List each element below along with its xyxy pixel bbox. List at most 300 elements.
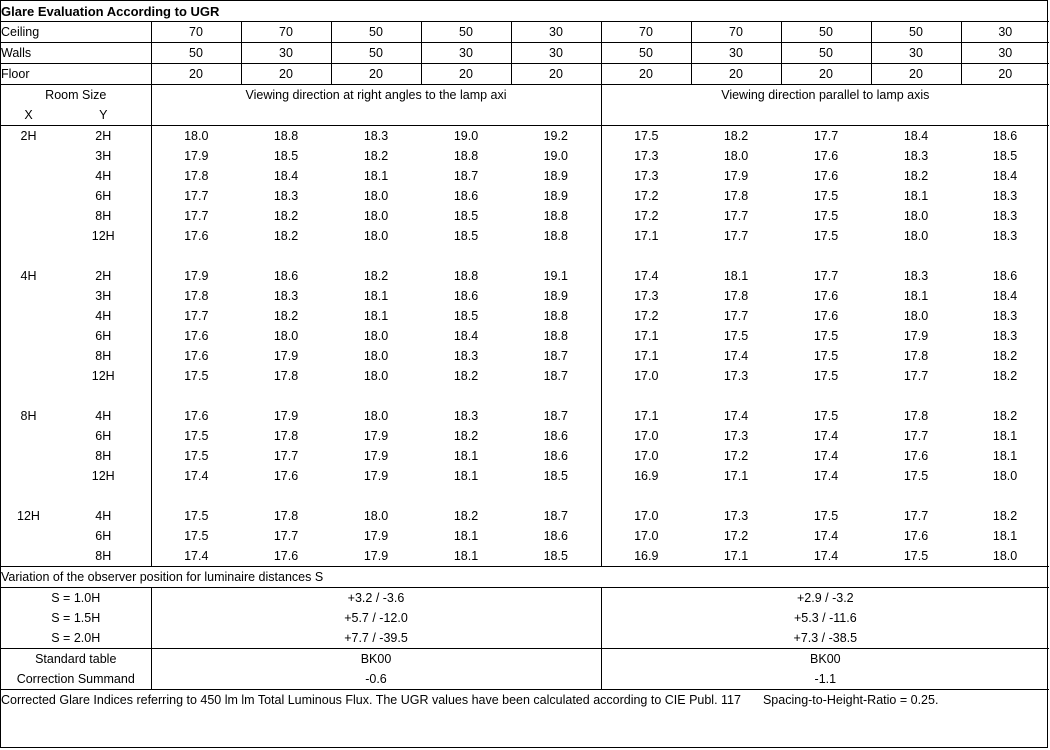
ugr-value: 17.9	[331, 546, 421, 567]
ugr-value: 18.8	[511, 206, 601, 226]
room-size-header: Room Size	[1, 85, 151, 106]
footer-ratio: Spacing-to-Height-Ratio = 0.25.	[762, 693, 939, 707]
ugr-value: 17.6	[241, 546, 331, 567]
ugr-value: 18.1	[421, 546, 511, 567]
variation-label: S = 1.0H	[1, 588, 151, 609]
y-value: 12H	[56, 366, 151, 386]
ugr-value: 17.6	[903, 529, 929, 543]
ugr-value: 17.6	[813, 289, 839, 303]
gap-cell	[601, 386, 1049, 406]
ugr-value: 17.4	[723, 349, 749, 363]
ugr-value: 17.5	[813, 509, 839, 523]
variation-row	[1, 608, 1049, 628]
ugr-value: 17.9	[184, 149, 209, 163]
y-value: 6H	[56, 326, 151, 346]
standard-table-row	[1, 649, 1049, 670]
ugr-value: 17.5	[813, 209, 839, 223]
ceiling-value: 50	[871, 22, 961, 43]
floor-value: 20	[511, 64, 601, 85]
ugr-value: 17.0	[634, 529, 659, 543]
page-title: Glare Evaluation According to UGR	[1, 1, 1049, 22]
data-row	[1, 366, 1049, 386]
ugr-value: 18.3	[992, 309, 1018, 323]
y-value: 2H	[56, 266, 151, 286]
ugr-value: 18.0	[363, 409, 389, 423]
ugr-value: 17.3	[723, 509, 749, 523]
direction-parallel-header: Viewing direction parallel to lamp axis	[721, 88, 930, 102]
ugr-value: 17.6	[273, 469, 299, 483]
ugr-value: 17.1	[634, 329, 659, 343]
ugr-value: 18.2	[453, 509, 479, 523]
data-row	[1, 426, 1049, 446]
ugr-value: 18.6	[992, 269, 1018, 283]
ceiling-value: 70	[151, 22, 241, 43]
ugr-value: 17.7	[184, 309, 209, 323]
ugr-value: 17.6	[184, 409, 209, 423]
ugr-value: 18.6	[992, 129, 1018, 143]
ugr-value: 17.2	[634, 209, 659, 223]
footer-row	[1, 690, 1049, 711]
variation-title-row	[1, 567, 1049, 588]
ugr-value: 18.6	[511, 426, 601, 446]
ugr-value: 17.4	[813, 449, 839, 463]
ugr-value: 18.0	[723, 149, 749, 163]
walls-value: 30	[691, 43, 781, 64]
ugr-value: 17.5	[813, 409, 839, 423]
ugr-value: 17.5	[813, 329, 839, 343]
row-label-ceiling: Ceiling	[1, 22, 151, 43]
ugr-value: 18.1	[363, 289, 389, 303]
ugr-value: 17.9	[903, 329, 929, 343]
ugr-value: 18.0	[903, 229, 929, 243]
y-header: Y	[56, 105, 151, 126]
ugr-value: 17.3	[634, 149, 659, 163]
ugr-value: 18.0	[363, 349, 389, 363]
group-gap	[1, 486, 1049, 506]
ugr-value: 17.5	[184, 529, 209, 543]
gap-cell	[1, 386, 56, 406]
data-row	[1, 346, 1049, 366]
x-value	[1, 206, 56, 226]
ugr-value: 17.6	[813, 149, 839, 163]
ugr-value: 17.0	[634, 429, 659, 443]
ugr-value: 17.7	[903, 429, 929, 443]
ugr-value: 18.0	[363, 229, 389, 243]
ugr-value: 17.9	[363, 469, 389, 483]
reflectance-row-walls	[1, 43, 1049, 64]
x-value	[1, 366, 56, 386]
y-value: 12H	[56, 466, 151, 486]
gap-cell	[601, 246, 1049, 266]
ugr-value: 17.9	[273, 349, 299, 363]
ugr-value: 17.3	[723, 369, 749, 383]
ugr-value: 17.6	[903, 449, 929, 463]
y-value: 4H	[56, 406, 151, 426]
floor-value: 20	[601, 64, 691, 85]
ugr-value: 18.2	[363, 149, 389, 163]
variation-parallel: +5.3 / -11.6	[793, 611, 857, 625]
ugr-value: 18.0	[273, 329, 299, 343]
ugr-value: 17.1	[723, 469, 749, 483]
ugr-value: 17.7	[273, 449, 299, 463]
footer-note	[1, 690, 1049, 711]
ugr-value: 17.5	[634, 129, 659, 143]
variation-parallel: +2.9 / -3.2	[797, 591, 854, 605]
ugr-value: 17.1	[634, 229, 659, 243]
ugr-value: 18.2	[723, 129, 749, 143]
ugr-value: 18.0	[961, 546, 1049, 567]
floor-value: 20	[421, 64, 511, 85]
ugr-value: 17.8	[184, 289, 209, 303]
ugr-value: 18.3	[273, 189, 299, 203]
ugr-value: 17.3	[723, 429, 749, 443]
ugr-value: 18.4	[453, 329, 479, 343]
ugr-value: 17.4	[634, 269, 659, 283]
ugr-value: 17.5	[813, 349, 839, 363]
x-value	[1, 426, 56, 446]
ugr-value: 18.3	[992, 189, 1018, 203]
x-value	[1, 526, 56, 546]
y-value: 4H	[56, 506, 151, 526]
ugr-value: 17.5	[723, 329, 749, 343]
x-value: 4H	[20, 269, 37, 283]
ugr-value: 18.1	[453, 529, 479, 543]
data-row	[1, 306, 1049, 326]
ugr-value: 18.2	[273, 309, 299, 323]
ugr-value: 17.3	[634, 169, 659, 183]
ugr-value: 17.7	[723, 309, 749, 323]
ugr-value: 17.8	[723, 189, 749, 203]
ugr-value: 18.3	[903, 149, 929, 163]
ugr-value: 17.4	[813, 469, 839, 483]
data-row	[1, 206, 1049, 226]
ugr-value: 18.1	[723, 269, 749, 283]
ugr-value: 17.7	[903, 509, 929, 523]
x-value	[1, 346, 56, 366]
ceiling-value: 50	[421, 22, 511, 43]
ugr-value: 17.4	[813, 429, 839, 443]
ugr-value: 17.8	[184, 169, 209, 183]
ugr-value: 18.3	[992, 229, 1018, 243]
ugr-value: 17.3	[634, 289, 659, 303]
ugr-value: 18.5	[511, 466, 601, 486]
ugr-value: 18.0	[363, 369, 389, 383]
ugr-value: 18.6	[511, 446, 601, 466]
ugr-value: 18.7	[511, 406, 601, 426]
ugr-value: 18.0	[363, 509, 389, 523]
data-row	[1, 466, 1049, 486]
floor-value: 20	[151, 64, 241, 85]
ugr-value: 17.4	[723, 409, 749, 423]
ugr-value: 18.3	[363, 129, 389, 143]
x-value	[1, 306, 56, 326]
ceiling-value: 50	[781, 22, 871, 43]
reflectance-row-floor	[1, 64, 1049, 85]
y-value: 4H	[56, 166, 151, 186]
ugr-value: 19.0	[511, 146, 601, 166]
ugr-value: 18.7	[453, 169, 479, 183]
ugr-value: 18.6	[453, 189, 479, 203]
walls-value: 50	[601, 43, 691, 64]
gap-cell	[151, 386, 601, 406]
variation-perpendicular: +7.7 / -39.5	[151, 628, 601, 649]
variation-label: S = 1.5H	[1, 608, 151, 628]
ugr-table	[1, 1, 1049, 710]
ugr-value: 16.9	[601, 546, 691, 567]
walls-value: 30	[961, 43, 1049, 64]
variation-perpendicular: +5.7 / -12.0	[151, 608, 601, 628]
ugr-value: 17.4	[184, 469, 209, 483]
gap-cell	[56, 386, 151, 406]
floor-value: 20	[241, 64, 331, 85]
ugr-value: 17.4	[813, 529, 839, 543]
gap-cell	[601, 486, 1049, 506]
ugr-value: 17.1	[634, 409, 659, 423]
x-value	[1, 226, 56, 246]
ugr-value: 18.1	[363, 169, 389, 183]
ugr-value: 18.5	[453, 309, 479, 323]
ugr-value: 19.2	[511, 126, 601, 147]
floor-value: 20	[691, 64, 781, 85]
x-value	[1, 146, 56, 166]
ugr-value: 16.9	[634, 469, 659, 483]
ugr-value: 18.5	[453, 209, 479, 223]
data-row	[1, 506, 1049, 526]
walls-value: 50	[781, 43, 871, 64]
x-value	[1, 186, 56, 206]
gap-cell	[151, 246, 601, 266]
x-value	[1, 326, 56, 346]
x-value	[1, 166, 56, 186]
ugr-value: 19.0	[453, 129, 479, 143]
correction-summand-row	[1, 669, 1049, 690]
data-row	[1, 526, 1049, 546]
y-value: 6H	[56, 426, 151, 446]
ugr-value: 18.4	[273, 169, 299, 183]
ugr-value: 18.0	[363, 209, 389, 223]
ugr-value: 18.2	[992, 509, 1018, 523]
ugr-value: 17.0	[634, 369, 659, 383]
ugr-value: 17.9	[723, 169, 749, 183]
ugr-value: 17.5	[871, 546, 961, 567]
ugr-value: 18.0	[903, 309, 929, 323]
ceiling-value: 70	[241, 22, 331, 43]
variation-perpendicular: +3.2 / -3.6	[151, 588, 601, 609]
ugr-value: 18.8	[511, 306, 601, 326]
ceiling-value: 70	[601, 22, 691, 43]
ceiling-value: 50	[331, 22, 421, 43]
gap-cell	[1, 246, 56, 266]
y-value: 12H	[56, 226, 151, 246]
row-label-walls: Walls	[1, 43, 151, 64]
x-value	[1, 466, 56, 486]
y-value: 8H	[56, 346, 151, 366]
ugr-value: 17.5	[184, 369, 209, 383]
ugr-value: 17.9	[363, 529, 389, 543]
ugr-value: 17.0	[634, 509, 659, 523]
x-value	[1, 446, 56, 466]
ugr-value: 17.2	[634, 189, 659, 203]
row-label-floor: Floor	[1, 64, 151, 85]
direction-header-row	[1, 85, 1049, 106]
ugr-value: 17.8	[723, 289, 749, 303]
ugr-value: 18.1	[992, 529, 1018, 543]
ugr-value: 18.2	[992, 409, 1018, 423]
ugr-value: 17.5	[184, 429, 209, 443]
floor-value: 20	[781, 64, 871, 85]
ugr-value: 17.7	[813, 129, 839, 143]
ugr-value: 17.7	[903, 369, 929, 383]
data-row	[1, 326, 1049, 346]
y-value: 4H	[56, 306, 151, 326]
y-value: 8H	[56, 446, 151, 466]
ugr-value: 18.1	[992, 429, 1018, 443]
ugr-value: 18.1	[453, 469, 479, 483]
y-value: 3H	[56, 146, 151, 166]
ugr-value: 18.0	[363, 189, 389, 203]
y-value: 6H	[56, 526, 151, 546]
standard-table-label: Standard table	[1, 649, 151, 670]
ugr-value: 17.9	[363, 429, 389, 443]
ugr-value: 18.3	[903, 269, 929, 283]
ugr-value: 18.8	[273, 129, 299, 143]
ugr-value: 18.9	[511, 286, 601, 306]
data-row	[1, 286, 1049, 306]
data-row	[1, 186, 1049, 206]
ugr-value: 18.2	[273, 229, 299, 243]
correction-parallel: -1.1	[601, 669, 1049, 690]
walls-value: 30	[871, 43, 961, 64]
ugr-value: 17.5	[813, 369, 839, 383]
ugr-value: 17.7	[723, 229, 749, 243]
ugr-value: 17.9	[184, 269, 209, 283]
ugr-value: 18.1	[903, 189, 929, 203]
ugr-value: 18.1	[363, 309, 389, 323]
ugr-value: 17.6	[184, 229, 209, 243]
variation-title: Variation of the observer position for luminaire distances S	[1, 567, 1049, 588]
y-value: 6H	[56, 186, 151, 206]
ugr-value: 17.7	[813, 269, 839, 283]
ugr-value: 17.5	[813, 189, 839, 203]
ugr-value: 17.6	[184, 329, 209, 343]
ugr-value: 17.8	[273, 429, 299, 443]
ugr-value: 18.6	[511, 526, 601, 546]
ugr-value: 17.7	[184, 189, 209, 203]
direction-perpendicular-header: Viewing direction at right angles to the lamp axi	[151, 85, 601, 106]
ugr-value: 17.8	[903, 349, 929, 363]
ugr-value: 17.5	[184, 509, 209, 523]
ugr-value: 18.2	[453, 429, 479, 443]
ugr-value: 17.5	[903, 469, 929, 483]
ugr-value: 18.6	[273, 269, 299, 283]
x-value: 12H	[17, 509, 40, 523]
ugr-value: 17.6	[184, 349, 209, 363]
y-value: 8H	[56, 546, 151, 567]
standard-table-parallel: BK00	[810, 652, 841, 666]
ugr-value: 18.2	[992, 369, 1018, 383]
walls-value: 50	[151, 43, 241, 64]
ugr-value: 17.8	[273, 369, 299, 383]
variation-label: S = 2.0H	[1, 628, 151, 649]
data-row	[1, 146, 1049, 166]
ugr-value: 17.7	[184, 209, 209, 223]
ugr-value: 17.4	[151, 546, 241, 567]
walls-value: 50	[331, 43, 421, 64]
ceiling-value: 30	[961, 22, 1049, 43]
gap-cell	[151, 486, 601, 506]
ugr-value: 17.6	[813, 169, 839, 183]
gap-cell	[1, 486, 56, 506]
footer-text: Corrected Glare Indices referring to 450 lm lm Total Luminous Flux. The UGR values have been calculated according to CIE Publ. 117	[1, 693, 741, 707]
ugr-value: 18.5	[992, 149, 1018, 163]
data-row	[1, 266, 1049, 286]
walls-value: 30	[511, 43, 601, 64]
x-value: 8H	[20, 409, 37, 423]
ugr-value: 18.4	[992, 169, 1018, 183]
correction-summand-label: Correction Summand	[1, 669, 151, 690]
variation-parallel: +7.3 / -38.5	[601, 628, 1049, 649]
group-gap	[1, 246, 1049, 266]
ugr-value: 18.3	[273, 289, 299, 303]
ugr-value: 18.0	[363, 329, 389, 343]
ugr-value: 18.1	[992, 449, 1018, 463]
ugr-value: 17.9	[363, 449, 389, 463]
ugr-value: 18.0	[184, 129, 209, 143]
ugr-value: 17.5	[184, 449, 209, 463]
ugr-value: 18.2	[453, 369, 479, 383]
walls-value: 30	[421, 43, 511, 64]
ugr-value: 18.8	[453, 269, 479, 283]
ugr-value: 18.9	[511, 186, 601, 206]
ugr-value: 18.3	[992, 329, 1018, 343]
ugr-value: 18.5	[453, 229, 479, 243]
variation-row	[1, 588, 1049, 609]
data-row	[1, 546, 1049, 567]
ugr-value: 19.1	[511, 266, 601, 286]
ugr-value: 18.4	[992, 289, 1018, 303]
ugr-value: 17.2	[723, 529, 749, 543]
y-value: 8H	[56, 206, 151, 226]
ugr-value: 18.7	[511, 366, 601, 386]
ugr-value: 18.3	[992, 209, 1018, 223]
ugr-value: 17.5	[813, 229, 839, 243]
ugr-value: 18.2	[363, 269, 389, 283]
title-row	[1, 1, 1049, 22]
floor-value: 20	[331, 64, 421, 85]
ugr-value: 18.2	[903, 169, 929, 183]
ugr-value: 18.9	[511, 166, 601, 186]
ugr-value: 17.7	[273, 529, 299, 543]
ceiling-value: 30	[511, 22, 601, 43]
ugr-value: 18.7	[511, 346, 601, 366]
data-row	[1, 126, 1049, 147]
ugr-value: 18.3	[453, 409, 479, 423]
standard-table-perpendicular: BK00	[151, 649, 601, 670]
ugr-value: 18.5	[511, 546, 601, 567]
gap-cell	[56, 246, 151, 266]
data-row	[1, 226, 1049, 246]
ugr-value: 18.7	[511, 506, 601, 526]
data-row	[1, 166, 1049, 186]
ugr-value: 17.9	[273, 409, 299, 423]
group-gap	[1, 386, 1049, 406]
floor-value: 20	[871, 64, 961, 85]
ceiling-value: 70	[691, 22, 781, 43]
ugr-value: 17.6	[813, 309, 839, 323]
y-value: 3H	[56, 286, 151, 306]
ugr-value: 18.8	[511, 326, 601, 346]
ugr-value: 17.8	[273, 509, 299, 523]
